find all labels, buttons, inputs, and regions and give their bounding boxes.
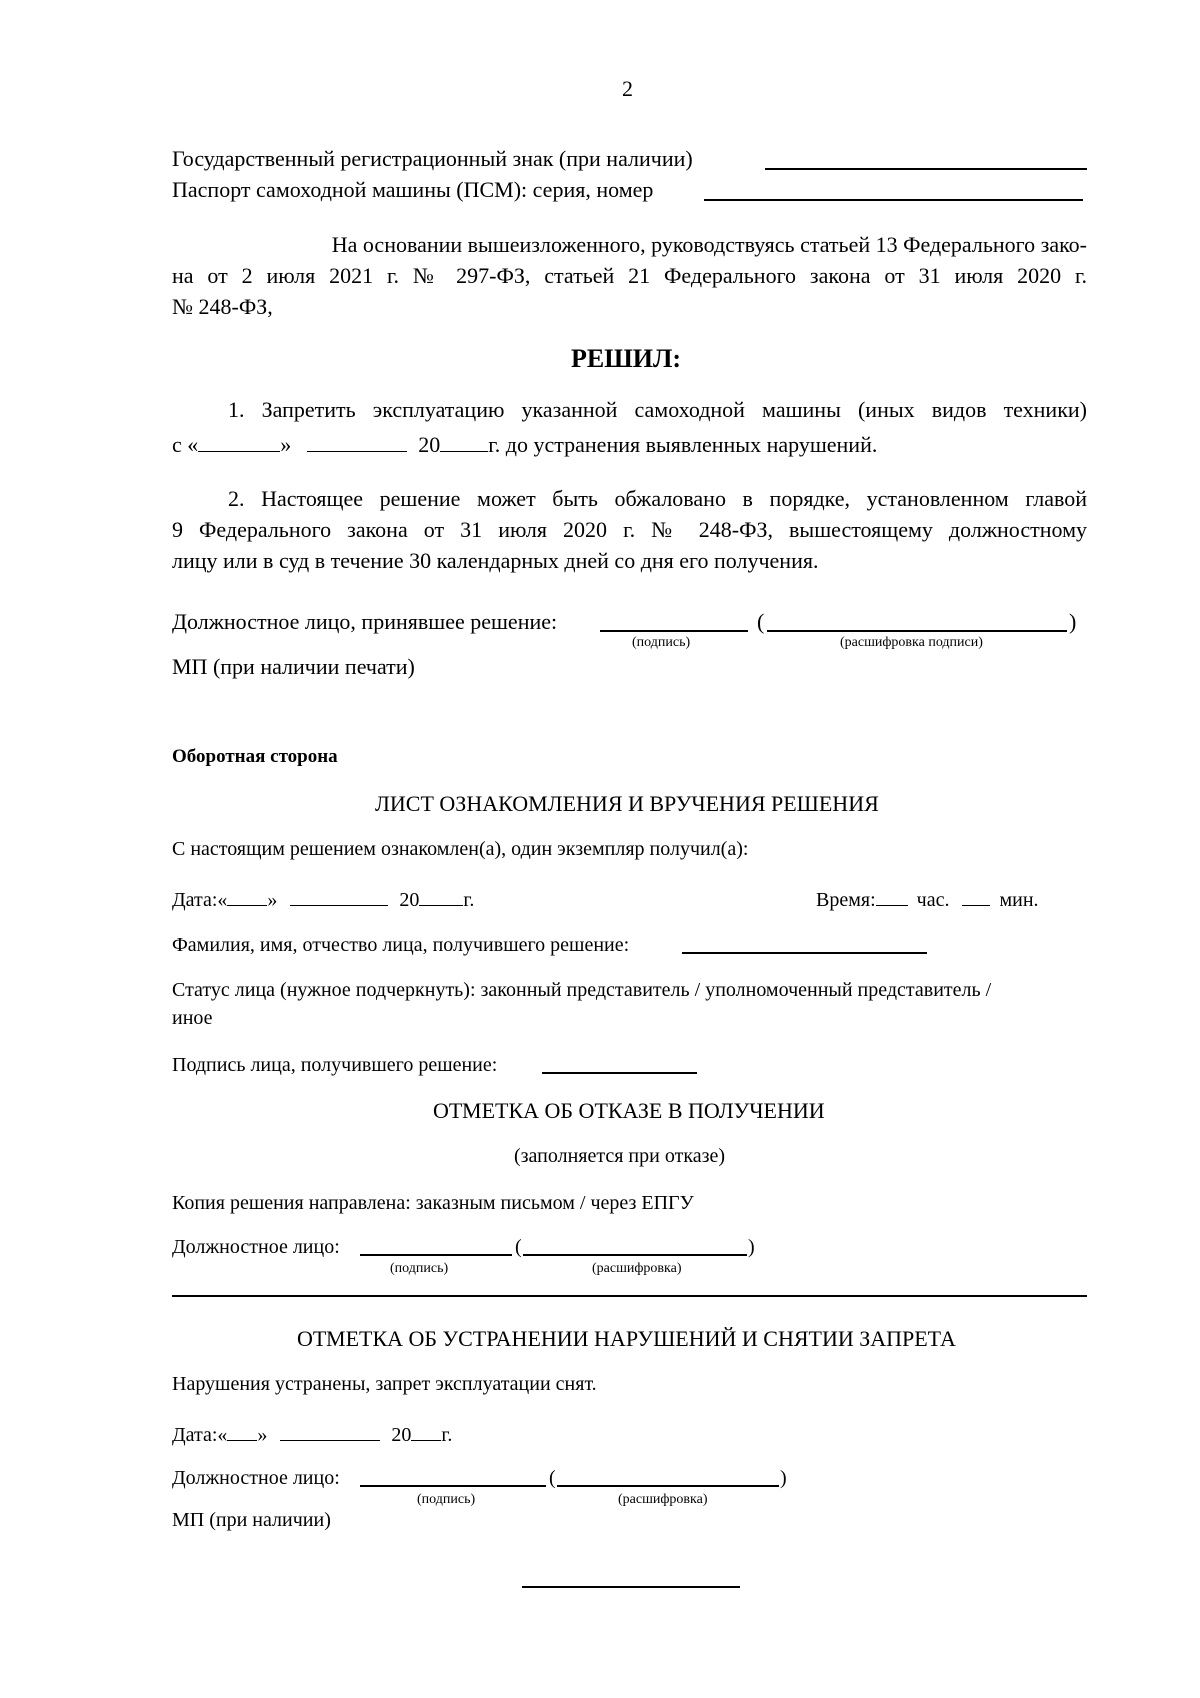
refusal-decode-caption: (расшифровка) bbox=[592, 1261, 682, 1276]
reverse-date-20: 20 bbox=[399, 889, 420, 911]
removal-date-label: Дата:« bbox=[172, 1424, 228, 1446]
basis-line-1: На основании вышеизложенного, руководствуясь статьей 13 Федерального зако- bbox=[331, 232, 1087, 257]
reverse-signature-label: Подпись лица, получившего решение: bbox=[172, 1054, 498, 1076]
decision-item2-line2: 9 Федерального закона от 31 июля 2020 г. № 248-ФЗ, вышестоящему должностному bbox=[172, 517, 1087, 542]
removal-title: ОТМЕТКА ОБ УСТРАНЕНИИ НАРУШЕНИЙ И СНЯТИИ ЗАПРЕТА bbox=[297, 1326, 956, 1351]
reverse-title: ЛИСТ ОЗНАКОМЛЕНИЯ И ВРУЧЕНИЯ РЕШЕНИЯ bbox=[375, 791, 879, 816]
reverse-acquainted: С настоящим решением ознакомлен(а), один экземпляр получил(а): bbox=[172, 838, 749, 860]
reverse-date-row bbox=[172, 887, 474, 910]
official-decode-caption: (расшифровка подписи) bbox=[840, 635, 983, 650]
item1-tail: г. до устранения выявленных нарушений. bbox=[488, 432, 878, 457]
official-open-paren: ( bbox=[757, 609, 765, 634]
reg-sign-field[interactable] bbox=[765, 168, 1087, 170]
refusal-sign-caption: (подпись) bbox=[390, 1261, 449, 1276]
reverse-hours-field[interactable] bbox=[876, 887, 908, 906]
refusal-copy-sent: Копия решения направлена: заказным письмом / через ЕПГУ bbox=[172, 1192, 694, 1214]
reverse-minutes-field[interactable] bbox=[962, 887, 990, 906]
removal-date-quote: » bbox=[257, 1424, 268, 1446]
removal-sign-caption: (подпись) bbox=[417, 1492, 476, 1507]
reverse-day-field[interactable] bbox=[227, 887, 267, 906]
official-stamp: МП (при наличии печати) bbox=[172, 654, 415, 679]
removal-date-row bbox=[172, 1422, 452, 1445]
refusal-sign-field[interactable] bbox=[360, 1254, 512, 1256]
refusal-title: ОТМЕТКА ОБ ОТКАЗЕ В ПОЛУЧЕНИИ bbox=[433, 1098, 825, 1123]
reverse-date-g: г. bbox=[463, 889, 475, 911]
page-number: 2 bbox=[622, 76, 633, 101]
decision-item1-line1: 1. Запретить эксплуатацию указанной самоходной машины (иных видов техники) bbox=[228, 397, 1087, 422]
item1-c: с « bbox=[172, 432, 199, 457]
reverse-date-quote: » bbox=[267, 889, 278, 911]
official-sign-caption: (подпись) bbox=[632, 635, 691, 650]
item1-20: 20 bbox=[418, 432, 441, 457]
reverse-fio-field[interactable] bbox=[682, 952, 927, 954]
removal-date-20: 20 bbox=[391, 1424, 412, 1446]
reverse-time-minutes: мин. bbox=[999, 889, 1039, 911]
basis-line-2: на от 2 июля 2021 г. № 297-ФЗ, статьей 21 Федерального закона от 31 июля 2020 г. bbox=[172, 263, 1087, 288]
removal-sign-field[interactable] bbox=[360, 1485, 546, 1487]
decision-item2-line1: 2. Настоящее решение может быть обжаловано в порядке, установленном главой bbox=[228, 486, 1087, 511]
decision-title: РЕШИЛ: bbox=[571, 344, 682, 373]
reverse-fio-label: Фамилия, имя, отчество лица, получившего решение: bbox=[172, 934, 630, 956]
end-line bbox=[522, 1586, 740, 1588]
section-divider bbox=[172, 1295, 1087, 1297]
reverse-time-label: Время: bbox=[816, 889, 876, 911]
removal-decode-field[interactable] bbox=[557, 1485, 779, 1487]
psm-field[interactable] bbox=[704, 199, 1083, 201]
refusal-subtitle: (заполняется при отказе) bbox=[514, 1145, 726, 1167]
reverse-date-label: Дата:« bbox=[172, 889, 228, 911]
reverse-month-field[interactable] bbox=[290, 887, 388, 906]
decision-item2-line3: лицу или в суд в течение 30 календарных дней со дня его получения. bbox=[172, 548, 819, 573]
item1-year-field[interactable] bbox=[440, 431, 488, 452]
basis-line-3: № 248-ФЗ, bbox=[172, 294, 273, 319]
psm-label: Паспорт самоходной машины (ПСМ): серия, номер bbox=[172, 177, 654, 202]
removal-day-field[interactable] bbox=[227, 1422, 257, 1441]
official-decode-field[interactable] bbox=[767, 630, 1067, 632]
removal-stamp: МП (при наличии) bbox=[172, 1509, 331, 1531]
reverse-status-line2: иное bbox=[172, 1007, 213, 1029]
item1-month-field[interactable] bbox=[307, 431, 407, 452]
refusal-official-label: Должностное лицо: bbox=[172, 1236, 340, 1258]
refusal-open-paren: ( bbox=[515, 1236, 522, 1258]
removal-close-paren: ) bbox=[780, 1467, 787, 1489]
removal-date-g: г. bbox=[441, 1424, 453, 1446]
removal-official-label: Должностное лицо: bbox=[172, 1467, 340, 1489]
reverse-heading: Оборотная сторона bbox=[172, 746, 338, 767]
official-close-paren: ) bbox=[1069, 609, 1077, 634]
reverse-time-row bbox=[816, 887, 1039, 910]
refusal-decode-field[interactable] bbox=[523, 1254, 747, 1256]
item1-day-field[interactable] bbox=[198, 431, 280, 452]
reg-sign-label: Государственный регистрационный знак (при наличии) bbox=[172, 146, 693, 171]
removal-text: Нарушения устранены, запрет эксплуатации снят. bbox=[172, 1373, 597, 1395]
removal-open-paren: ( bbox=[549, 1467, 556, 1489]
official-sign-field[interactable] bbox=[600, 630, 748, 632]
refusal-close-paren: ) bbox=[748, 1236, 755, 1258]
reverse-time-hours: час. bbox=[916, 889, 950, 911]
removal-year-field[interactable] bbox=[411, 1422, 441, 1441]
official-signature-label: Должностное лицо, принявшее решение: bbox=[172, 609, 558, 634]
reverse-signature-field[interactable] bbox=[542, 1072, 697, 1074]
item1-quote: » bbox=[280, 432, 292, 457]
reverse-year-field[interactable] bbox=[419, 887, 463, 906]
decision-item1-line2 bbox=[172, 431, 877, 456]
removal-decode-caption: (расшифровка) bbox=[618, 1492, 708, 1507]
removal-month-field[interactable] bbox=[280, 1422, 380, 1441]
reverse-status-line1: Статус лица (нужное подчеркнуть): законный представитель / уполномоченный представитель / bbox=[172, 979, 992, 1001]
